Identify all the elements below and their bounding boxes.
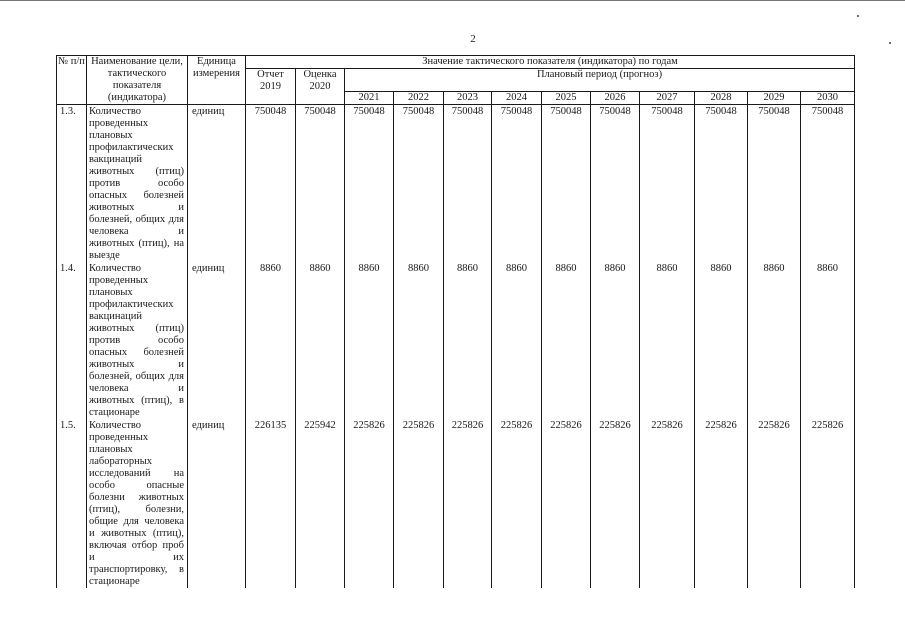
- value-cell: 750048: [296, 105, 345, 263]
- indicators-table: [56, 55, 855, 588]
- header-year: 2030: [801, 92, 855, 105]
- value-cell: 8860: [640, 262, 695, 419]
- value-cell: 8860: [695, 262, 748, 419]
- value-cell: 225826: [748, 419, 801, 588]
- value-cell: 750048: [394, 105, 444, 263]
- header-year: 2028: [695, 92, 748, 105]
- value-cell: 225826: [542, 419, 591, 588]
- value-cell: 8860: [748, 262, 801, 419]
- value-cell: 750048: [801, 105, 855, 263]
- value-cell: 750048: [542, 105, 591, 263]
- row-indicator-name: Количество проведенных плановых лабораторных исследований на особо опасные болезни животных (птиц), болезни, общие для человека и животных (птиц), включая отбор проб и их транспортировку, в стационаре: [87, 419, 188, 588]
- value-cell: 225826: [640, 419, 695, 588]
- value-cell: 750048: [591, 105, 640, 263]
- header-year: 2027: [640, 92, 695, 105]
- value-cell: 750048: [345, 105, 394, 263]
- page-number: 2: [470, 33, 476, 45]
- table-row: [57, 419, 855, 588]
- value-cell: 750048: [695, 105, 748, 263]
- value-cell: 8860: [246, 262, 296, 419]
- value-cell: 225826: [394, 419, 444, 588]
- value-cell: 225826: [801, 419, 855, 588]
- row-number: 1.3.: [57, 105, 87, 263]
- header-year: 2022: [394, 92, 444, 105]
- row-unit: единиц: [188, 105, 246, 263]
- value-cell: 750048: [492, 105, 542, 263]
- scan-edge-line: [0, 0, 905, 1]
- value-cell: 8860: [345, 262, 394, 419]
- header-year: 2021: [345, 92, 394, 105]
- value-cell: 750048: [748, 105, 801, 263]
- header-indicator-name: Наименование цели, тактического показателя (индикатора): [87, 56, 188, 105]
- value-cell: 8860: [296, 262, 345, 419]
- value-cell: 750048: [444, 105, 492, 263]
- header-report-2019: Отчет 2019: [246, 69, 296, 105]
- scan-speck: [857, 15, 859, 17]
- header-year: 2024: [492, 92, 542, 105]
- indicators-table-container: [56, 55, 854, 588]
- header-values-by-year: Значение тактического показателя (индикатора) по годам: [246, 56, 855, 69]
- row-number: 1.5.: [57, 419, 87, 588]
- value-cell: 8860: [394, 262, 444, 419]
- value-cell: 225942: [296, 419, 345, 588]
- row-unit: единиц: [188, 419, 246, 588]
- header-number: № п/п: [57, 56, 87, 105]
- row-unit: единиц: [188, 262, 246, 419]
- table-row: [57, 262, 855, 419]
- value-cell: 225826: [345, 419, 394, 588]
- value-cell: 226135: [246, 419, 296, 588]
- value-cell: 8860: [801, 262, 855, 419]
- row-indicator-name: Количество проведенных плановых профилактических вакцинаций животных (птиц) против особо опасных болезней животных и болезней, общих для человека и животных (птиц), в стационаре: [87, 262, 188, 419]
- scan-speck: [889, 42, 891, 44]
- value-cell: 750048: [246, 105, 296, 263]
- value-cell: 225826: [492, 419, 542, 588]
- header-year: 2029: [748, 92, 801, 105]
- value-cell: 8860: [492, 262, 542, 419]
- row-indicator-name: Количество проведенных плановых профилактических вакцинаций животных (птиц) против особо опасных болезней животных и болезней, общих для человека и животных (птиц), на выезде: [87, 105, 188, 263]
- header-estimate-2020: Оценка 2020: [296, 69, 345, 105]
- value-cell: 225826: [444, 419, 492, 588]
- header-unit: Единица измерения: [188, 56, 246, 105]
- row-number: 1.4.: [57, 262, 87, 419]
- header-year: 2026: [591, 92, 640, 105]
- value-cell: 225826: [591, 419, 640, 588]
- header-year: 2023: [444, 92, 492, 105]
- value-cell: 750048: [640, 105, 695, 263]
- value-cell: 8860: [542, 262, 591, 419]
- header-year: 2025: [542, 92, 591, 105]
- value-cell: 8860: [444, 262, 492, 419]
- table-row: [57, 105, 855, 263]
- value-cell: 8860: [591, 262, 640, 419]
- value-cell: 225826: [695, 419, 748, 588]
- header-plan-period: Плановый период (прогноз): [345, 69, 855, 92]
